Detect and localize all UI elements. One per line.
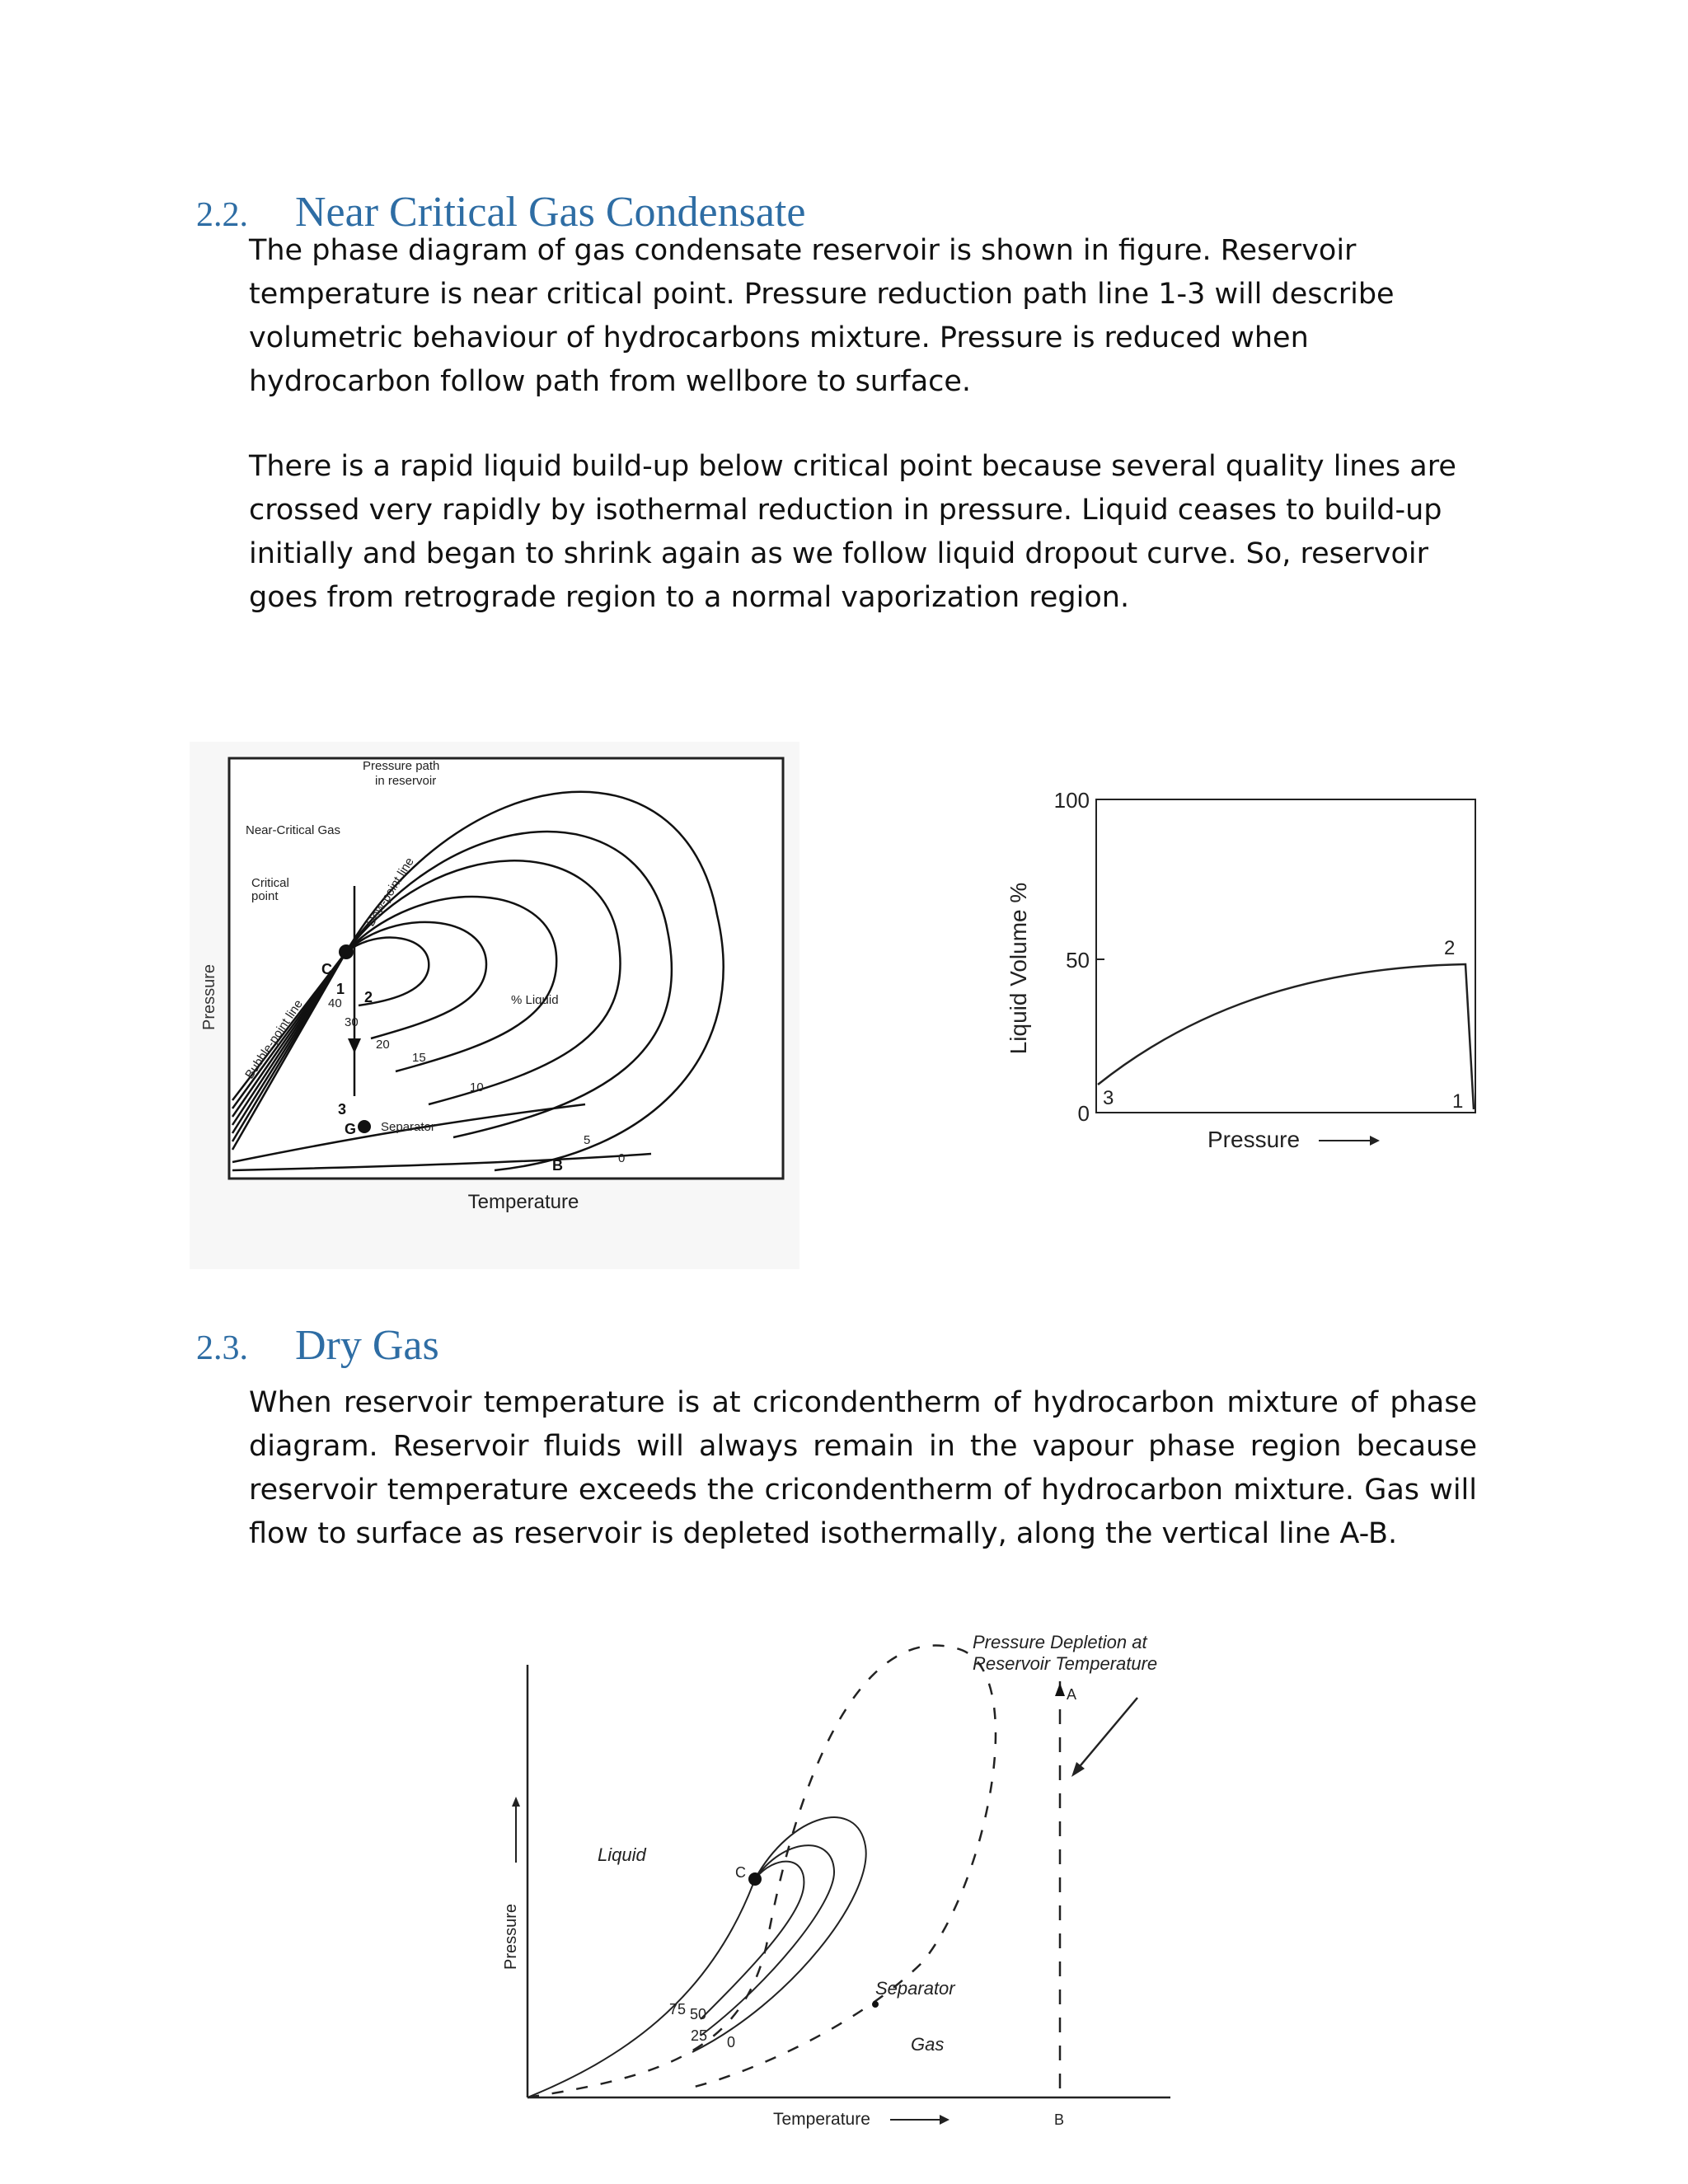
section-title: Near Critical Gas Condensate <box>295 189 806 236</box>
quality-label: 40 <box>328 996 342 1010</box>
y-tick-label: 0 <box>1077 1101 1090 1126</box>
point-2-label: 2 <box>1444 937 1456 959</box>
depletion-label: Reservoir Temperature <box>973 1653 1158 1674</box>
section-title: Dry Gas <box>295 1322 439 1369</box>
near-critical-label: Near-Critical Gas <box>246 823 341 837</box>
bubble-point-label: Bubble-point line <box>242 997 306 1082</box>
liquid-label: Liquid <box>598 1844 646 1865</box>
separator-label: Separator <box>875 1978 955 1999</box>
dew-point-label: Dew-point line <box>363 855 417 930</box>
y-axis-label: Pressure <box>502 1903 520 1971</box>
x-axis-label: Temperature <box>773 2110 870 2129</box>
pressure-path-label: Pressure path <box>363 759 440 773</box>
separator-marker <box>358 1120 371 1133</box>
critical-label: point <box>251 889 279 903</box>
paragraph: When reservoir temperature is at cricondentherm of hydrocarbon mixture of phase diagram. Reservoir fluids will always remain in the vapour phase region because reservoir temperature exceeds the cricondentherm of hydrocarbon mixture. Gas will flow to surface as reservoir is depleted isothermally, along the vertical line A-B. <box>249 1386 1477 1550</box>
y-tick-label: 50 <box>1066 948 1090 972</box>
section-heading-2-3 <box>196 1321 439 1373</box>
paragraph: The phase diagram of gas condensate reservoir is shown in figure. Reservoir temperature is near critical point. Pressure reduction path line 1-3 will describe volumetric behaviour of hydrocarbons mixture. Pressure is reduced when hydrocarbon follow path from wellbore to surface. <box>249 234 1395 398</box>
point-2-label: 2 <box>364 989 373 1005</box>
quality-label: 0 <box>727 2034 736 2050</box>
x-axis-label: Pressure <box>1207 1127 1301 1152</box>
phase-diagram-figure <box>190 742 799 1269</box>
dry-gas-figure <box>495 1632 1195 2159</box>
quality-label: 50 <box>690 2006 707 2022</box>
quality-label: 10 <box>470 1080 484 1094</box>
section-number: 2.2. <box>196 196 248 234</box>
critical-point-marker <box>339 944 354 959</box>
pressure-path-label: in reservoir <box>375 774 437 788</box>
gas-label: Gas <box>911 2034 945 2055</box>
b-label: B <box>552 1157 563 1174</box>
depletion-label: Pressure Depletion at <box>973 1632 1147 1652</box>
liquid-label: % Liquid <box>511 993 559 1007</box>
paragraph: There is a rapid liquid build-up below critical point because several quality lines are crossed very rapidly by isothermal reduction in pressure. Liquid ceases to build-up initially and began to shrink again as we follow liquid dropout curve. So, reservoir goes from retrograde region to a normal vaporization region. <box>249 450 1456 614</box>
separator-marker <box>872 2001 879 2008</box>
quality-label: 30 <box>345 1015 359 1029</box>
critical-point-marker <box>748 1872 762 1886</box>
critical-label: Critical <box>251 876 289 890</box>
point-1-label: 1 <box>336 981 345 997</box>
liquid-dropout-curve <box>1098 964 1474 1109</box>
y-axis-label: Pressure <box>200 963 218 1031</box>
critical-point-label: C <box>735 1864 746 1881</box>
quality-label: 20 <box>376 1038 390 1052</box>
point-3-label: 3 <box>1103 1087 1114 1109</box>
quality-label: 0 <box>618 1151 626 1165</box>
section-number: 2.3. <box>196 1329 248 1367</box>
critical-point-label: C <box>321 961 332 977</box>
x-axis-label: Temperature <box>467 1191 579 1213</box>
separator-point-label: G <box>345 1121 357 1137</box>
quality-label: 75 <box>669 2001 687 2018</box>
separator-label: Separator <box>381 1120 435 1134</box>
point-a-label: A <box>1067 1686 1077 1703</box>
quality-label: 15 <box>412 1051 426 1065</box>
y-axis-label: Liquid Volume % <box>1006 882 1031 1055</box>
point-b-label: B <box>1054 2111 1065 2128</box>
quality-label: 5 <box>584 1133 591 1147</box>
y-tick-label: 100 <box>1053 788 1090 813</box>
point-3-label: 3 <box>338 1101 347 1118</box>
point-1-label: 1 <box>1452 1090 1464 1113</box>
quality-label: 25 <box>691 2027 708 2044</box>
liquid-volume-figure <box>989 775 1500 1170</box>
